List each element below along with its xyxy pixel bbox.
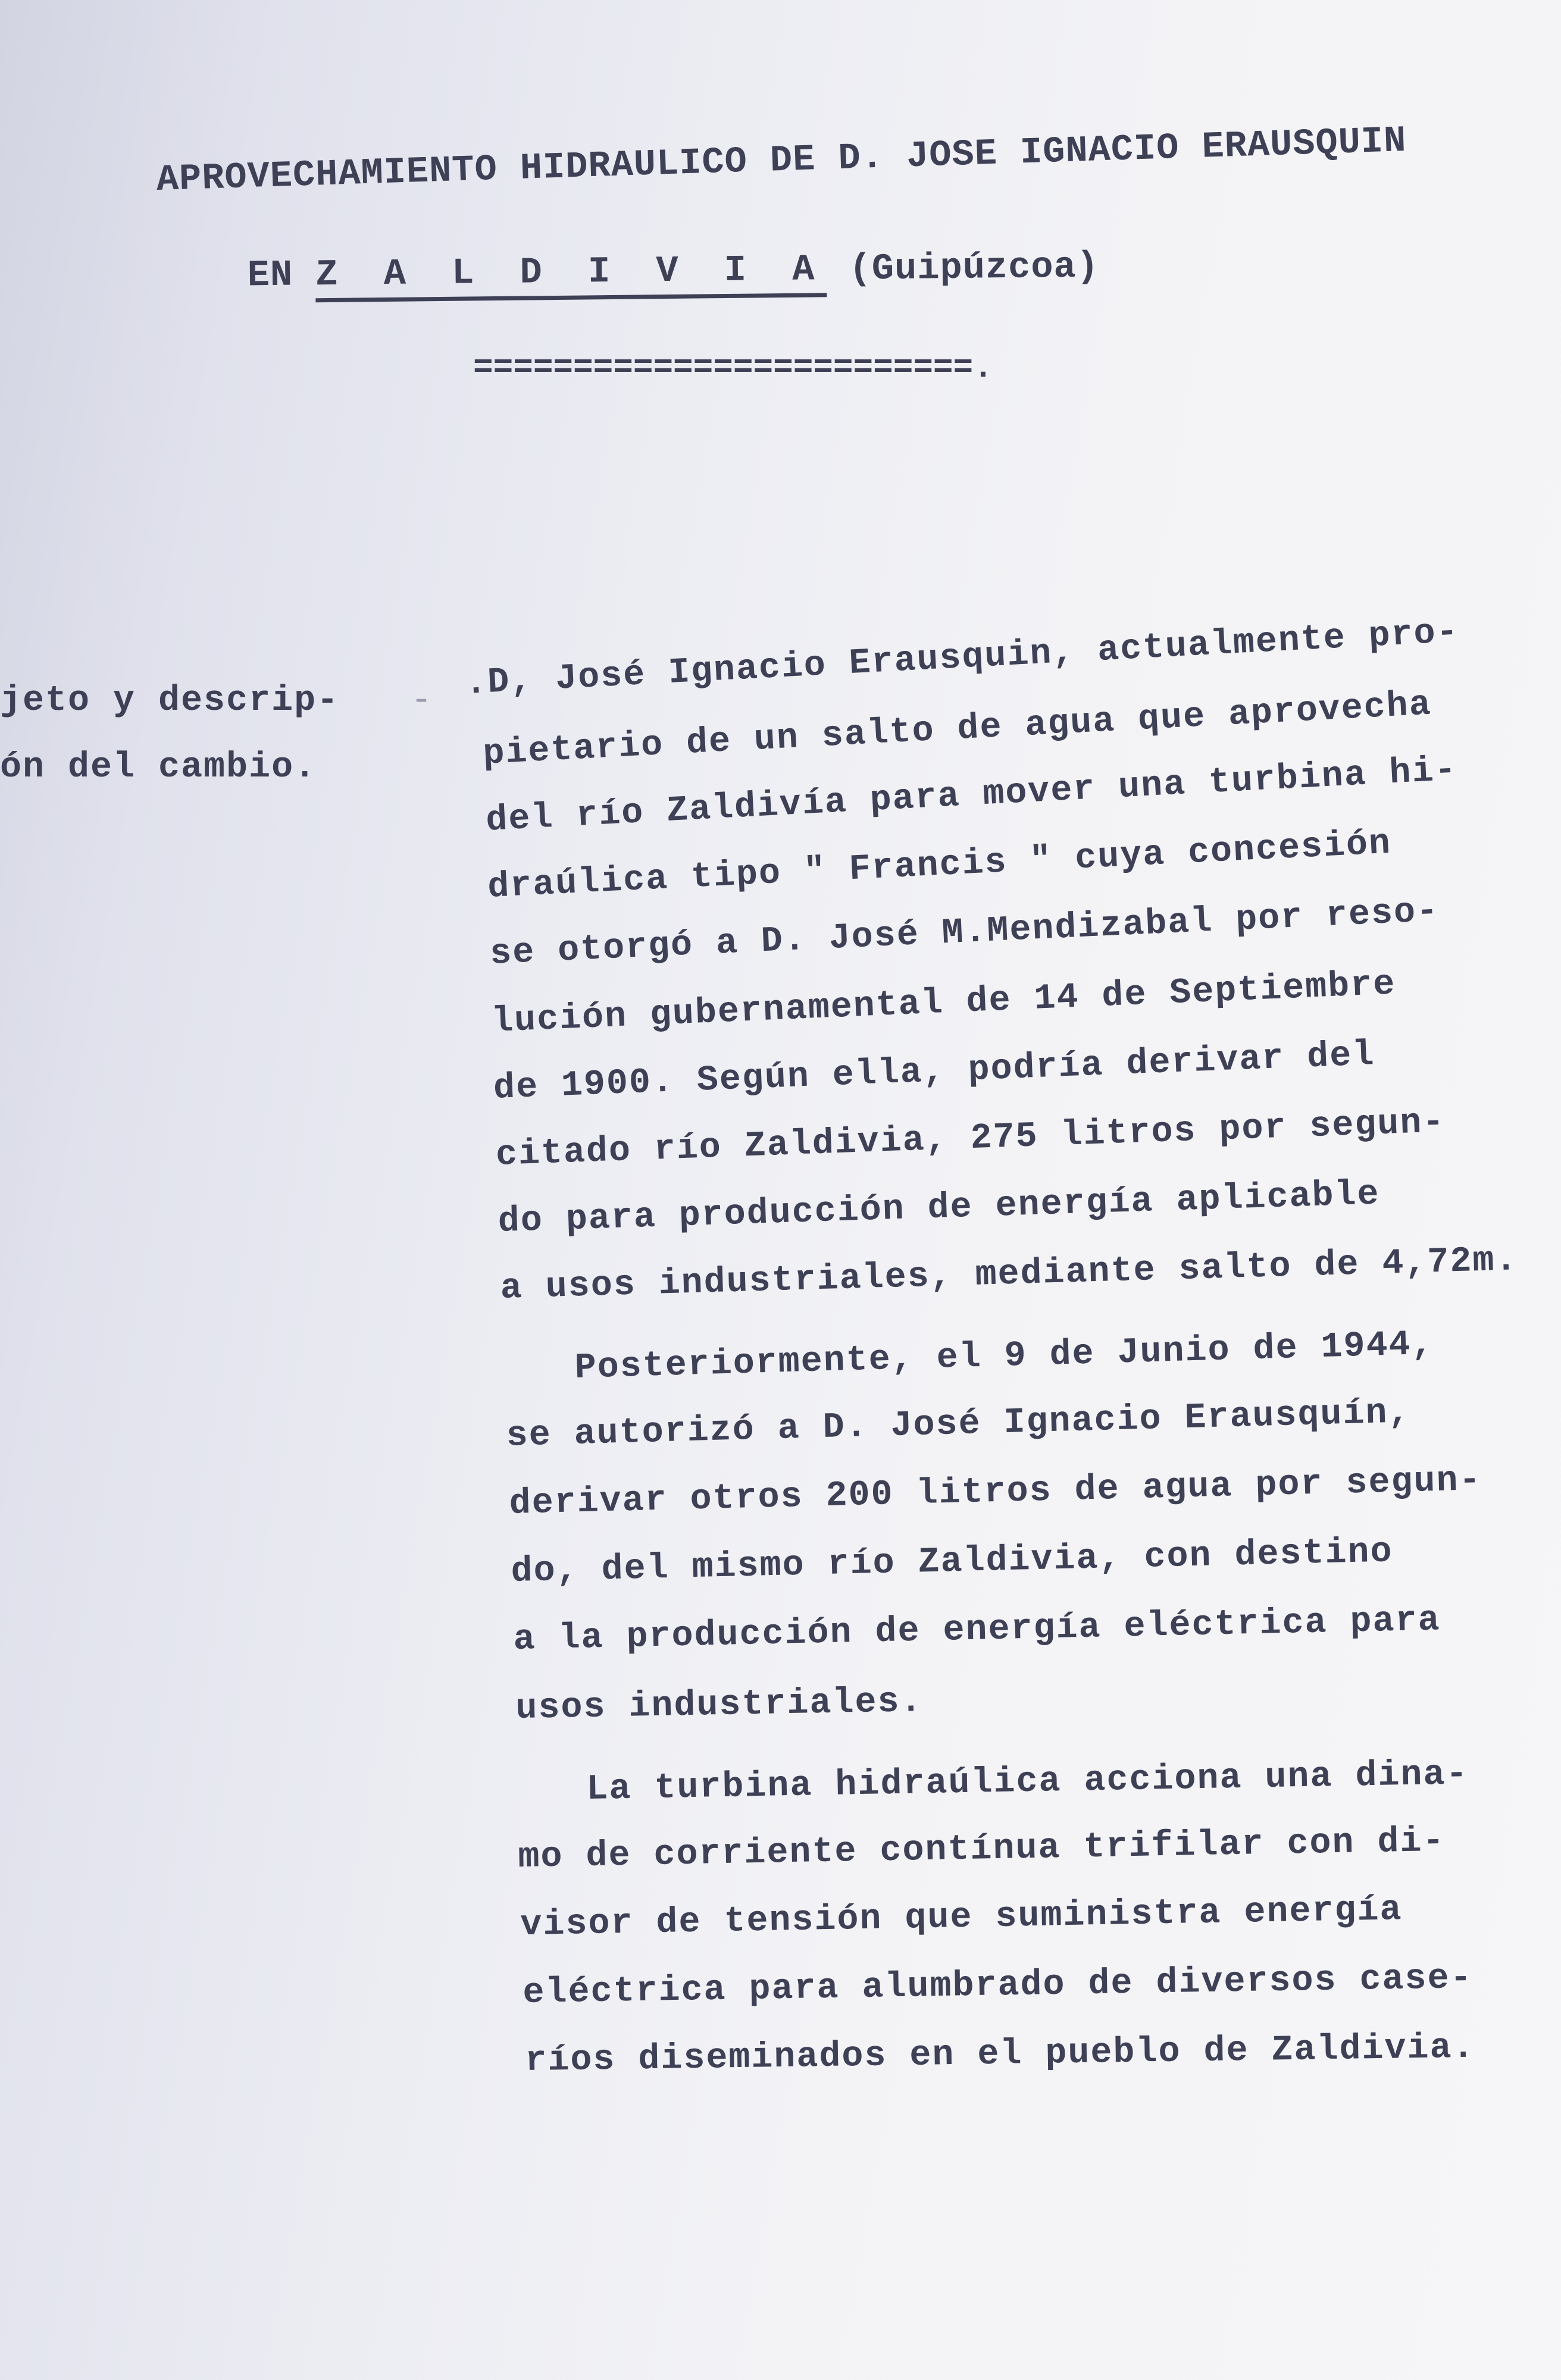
p1-line-2: pietario de un salto de agua que aprovecha	[481, 684, 1433, 775]
title-prefix: EN	[247, 253, 316, 297]
p3-line-1: La turbina hidraúlica acciona una dina-	[586, 1754, 1469, 1810]
p1-line-8: citado río Zaldivia, 275 litros por segun-	[495, 1102, 1446, 1176]
p2-line-3: derivar otros 200 litros de agua por segun-	[508, 1460, 1482, 1524]
p2-line-6: usos industriales.	[515, 1681, 924, 1729]
p3-line-5: ríos diseminados en el pueblo de Zaldivia.	[524, 2027, 1475, 2081]
title-separator: =========================.	[473, 349, 993, 387]
title-region: (Guipúzcoa)	[826, 245, 1100, 291]
p2-line-2: se autorizó a D. José Ignacio Erausquín,	[505, 1392, 1412, 1457]
margin-note-line-2: ón del cambio.	[0, 747, 317, 788]
p1-line-5: se otorgó a D. José M.Mendizabal por reso-	[489, 891, 1440, 975]
p1-line-10: a usos industriales, mediante salto de 4,72m.	[499, 1240, 1519, 1309]
p1-line-7: de 1900. Según ella, podría derivar del	[492, 1035, 1376, 1109]
title-line-2	[156, 211, 1100, 341]
title-place: Z A L D I V I A	[315, 251, 827, 302]
p3-line-3: visor de tensión que suministra energía	[520, 1890, 1403, 1946]
p1-line-6: lución gubernamental de 14 de Septiembre	[490, 964, 1397, 1042]
p2-line-1: Posteriormente, el 9 de Junio de 1944,	[574, 1324, 1435, 1389]
margin-dash: -	[411, 681, 434, 721]
p1-line-3: del río Zaldivía para mover una turbina hi-	[484, 750, 1459, 841]
p3-line-2: mo de corriente contínua trifilar con di-	[517, 1821, 1446, 1878]
p1-line-4: draúlica tipo " Francis " cuya concesión	[486, 823, 1393, 908]
margin-note-line-1: jeto y descrip-	[0, 681, 340, 721]
p1-line-9: do para producción de energía aplicable	[497, 1174, 1381, 1242]
p2-line-4: do, del mismo río Zaldivia, con destino	[510, 1532, 1394, 1592]
p1-line-1: .D, José Ignacio Erausquin, actualmente pro-	[464, 612, 1460, 704]
title-line-1: APROVECHAMIENTO HIDRAULICO DE D. JOSE IGNACIO ERAUSQUIN	[155, 119, 1407, 201]
p2-line-5: a la producción de energía eléctrica para	[512, 1600, 1441, 1660]
p3-line-4: eléctrica para alumbrado de diversos case-	[522, 1958, 1474, 2013]
